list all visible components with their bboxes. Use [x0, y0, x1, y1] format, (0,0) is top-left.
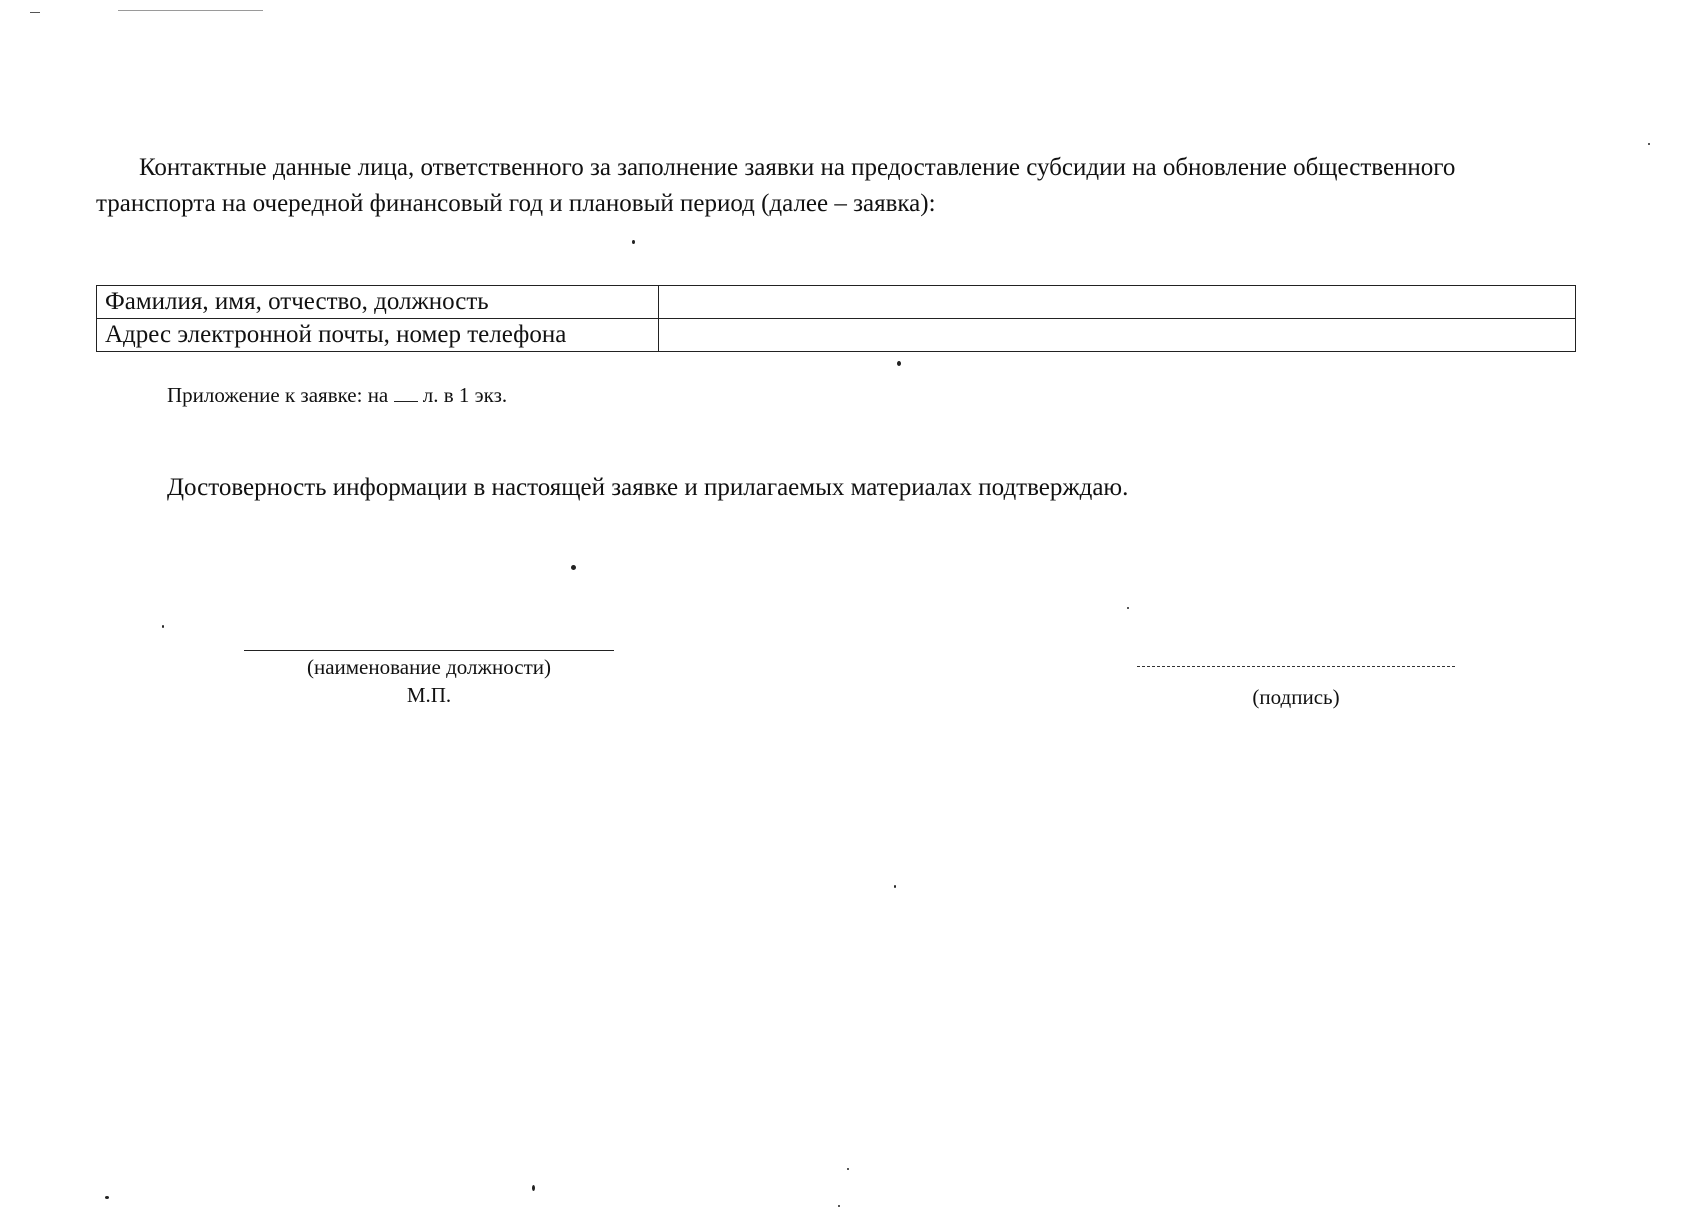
position-signature-line	[244, 650, 614, 651]
table-row	[97, 319, 1576, 352]
scan-artifact-dot	[1648, 143, 1650, 145]
attachment-suffix: л. в 1 экз.	[422, 383, 508, 407]
position-caption: (наименование должности)	[306, 655, 552, 679]
intro-paragraph	[96, 150, 1576, 222]
scan-artifact-dot	[847, 1168, 849, 1170]
scan-artifact-dot	[632, 240, 635, 244]
signature-caption: (подпись)	[1252, 685, 1340, 709]
attachment-pages-blank	[394, 383, 418, 402]
scan-artifact-dot	[897, 361, 901, 366]
scan-artifact-line	[118, 10, 263, 11]
attachment-line	[167, 383, 507, 408]
scan-artifact-dot	[162, 625, 164, 628]
contact-table	[96, 285, 1576, 352]
confirmation-text: Достоверность информации в настоящей заявке и прилагаемых материалах подтверждаю.	[167, 474, 1129, 501]
scan-artifact-dot	[532, 1185, 535, 1191]
scan-artifact-line	[30, 12, 40, 13]
stamp-caption: М.П.	[406, 683, 452, 707]
table-row	[97, 286, 1576, 319]
contact-name-label: Фамилия, имя, отчество, должность	[97, 286, 659, 319]
intro-text: Контактные данные лица, ответственного за заполнение заявки на предоставление субсидии на обновление общественного транспорта на очередной финансовый год и плановый период (далее – заявка):	[96, 154, 1456, 217]
scan-artifact-dot	[571, 565, 576, 570]
contact-name-value	[659, 286, 1576, 319]
scan-artifact-dot	[105, 1196, 109, 1199]
attachment-prefix: Приложение к заявке: на	[167, 383, 389, 407]
contact-email-phone-label: Адрес электронной почты, номер телефона	[97, 319, 659, 352]
scan-artifact-dot	[1127, 607, 1129, 609]
signature-line	[1137, 666, 1455, 667]
scan-artifact-dot	[894, 885, 896, 888]
contact-email-phone-value	[659, 319, 1576, 352]
